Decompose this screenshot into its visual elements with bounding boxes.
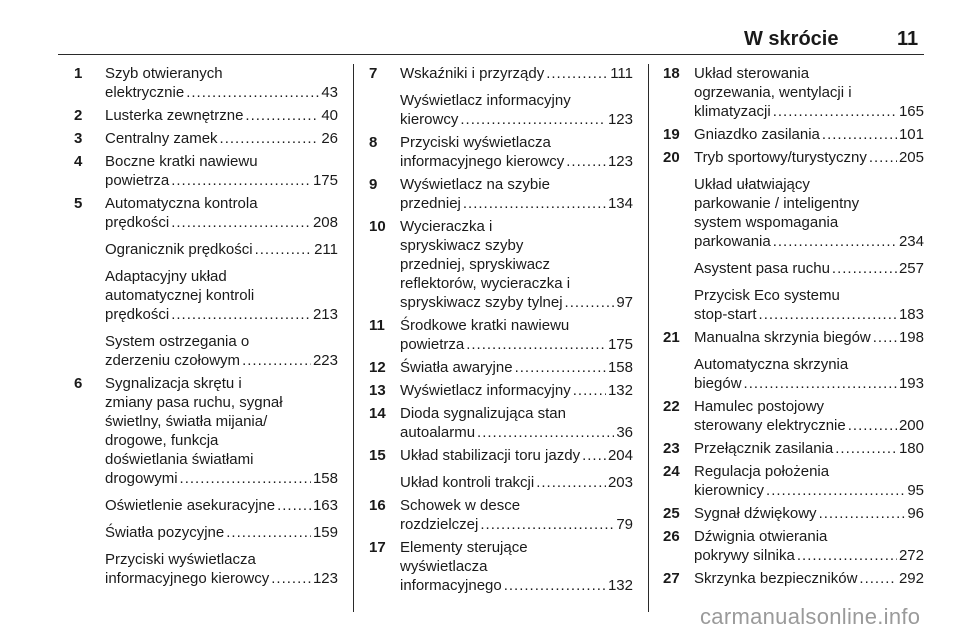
- entry-text: Sygnalizacja skrętu i: [105, 375, 242, 392]
- entry-text: parkowania: [694, 233, 771, 250]
- entry-text: doświetlania światłami: [105, 451, 254, 468]
- entry-text: Sygnał dźwiękowy: [694, 505, 817, 522]
- toc-entry: [663, 439, 924, 458]
- entry-last-line: [694, 439, 924, 458]
- item-number: 12: [369, 359, 386, 376]
- entry-last-line: [105, 240, 338, 259]
- entry-last-line: [694, 481, 924, 500]
- toc-entry: [369, 538, 633, 595]
- entry-text: prędkości: [105, 306, 170, 323]
- entry-last-line: [105, 569, 338, 588]
- page-ref: 163: [312, 497, 338, 514]
- entry-last-line: [105, 305, 338, 324]
- dot-leader: [463, 194, 606, 213]
- toc-column-1: [74, 64, 338, 592]
- item-number: 27: [663, 570, 680, 587]
- dot-leader: [480, 515, 614, 534]
- page-ref: 234: [898, 233, 924, 250]
- column-divider: [353, 64, 354, 612]
- page-ref: 43: [321, 84, 338, 101]
- page-ref: 123: [607, 111, 633, 128]
- item-number: 8: [369, 134, 378, 151]
- dot-leader: [220, 129, 320, 148]
- toc-entry: [663, 527, 924, 565]
- entry-text: przedniej: [400, 195, 461, 212]
- entry-last-line: [400, 335, 633, 354]
- entry-text: pokrywy silnika: [694, 547, 795, 564]
- toc-entry: [663, 64, 924, 121]
- entry-text: Manualna skrzynia biegów: [694, 329, 871, 346]
- entry-last-line: [400, 293, 633, 312]
- entry-text: spryskiwacz szyby: [400, 237, 524, 254]
- entry-text: informacyjnego: [400, 577, 502, 594]
- dot-leader: [759, 305, 897, 324]
- toc-entry: [663, 569, 924, 588]
- entry-text: system wspomagania: [694, 214, 839, 231]
- toc-entry: [74, 64, 338, 102]
- dot-leader: [171, 213, 311, 232]
- toc-entry: [369, 316, 633, 354]
- entry-text: Wskaźniki i przyrządy: [400, 65, 545, 82]
- item-number: 3: [74, 130, 83, 147]
- entry-last-line: [400, 446, 633, 465]
- entry-last-line: [694, 148, 924, 167]
- toc-entry: [369, 496, 633, 534]
- entry-last-line: [105, 171, 338, 190]
- entry-text: Oświetlenie asekuracyjne: [105, 497, 276, 514]
- page-ref: 200: [898, 417, 924, 434]
- toc-entry: [369, 404, 633, 442]
- toc-entry: [74, 106, 338, 125]
- dot-leader: [797, 546, 897, 565]
- page-ref: 165: [898, 103, 924, 120]
- entry-text: Światła awaryjne: [400, 359, 513, 376]
- page-ref: 205: [898, 149, 924, 166]
- entry-last-line: [105, 496, 338, 515]
- dot-leader: [504, 576, 606, 595]
- dot-leader: [536, 473, 606, 492]
- toc-entry: [74, 332, 338, 370]
- toc-entry: [369, 64, 633, 83]
- entry-text: rozdzielczej: [400, 516, 479, 533]
- entry-last-line: [694, 374, 924, 393]
- page-ref: 183: [898, 306, 924, 323]
- dot-leader: [180, 469, 311, 488]
- page-ref: 193: [898, 375, 924, 392]
- item-number: 19: [663, 126, 680, 143]
- page-ref: 223: [312, 352, 338, 369]
- toc-entry: [663, 259, 924, 278]
- page-ref: 198: [898, 329, 924, 346]
- toc-entry: [74, 550, 338, 588]
- entry-text: Światła pozycyjne: [105, 524, 225, 541]
- page-ref: 132: [607, 577, 633, 594]
- item-number: 7: [369, 65, 378, 82]
- dot-leader: [565, 293, 615, 312]
- entry-text: Ogranicznik prędkości: [105, 241, 253, 258]
- entry-text: Schowek w desce: [400, 497, 521, 514]
- item-number: 20: [663, 149, 680, 166]
- entry-text: System ostrzegania o: [105, 333, 250, 350]
- dot-leader: [773, 232, 897, 251]
- entry-last-line: [400, 576, 633, 595]
- toc-entry: [663, 397, 924, 435]
- entry-last-line: [400, 358, 633, 377]
- item-number: 1: [74, 65, 83, 82]
- toc-entry: [369, 217, 633, 312]
- entry-last-line: [105, 106, 338, 125]
- entry-text: Elementy sterujące: [400, 539, 528, 556]
- page-ref: 175: [607, 336, 633, 353]
- item-number: 17: [369, 539, 386, 556]
- dot-leader: [869, 148, 897, 167]
- dot-leader: [255, 240, 313, 259]
- entry-text: parkowanie / inteligentny: [694, 195, 860, 212]
- page-ref: 180: [898, 440, 924, 457]
- entry-text: świetlny, światła mijania/: [105, 413, 268, 430]
- entry-last-line: [105, 83, 338, 102]
- entry-text: Układ sterowania: [694, 65, 810, 82]
- item-number: 18: [663, 65, 680, 82]
- page-ref: 203: [607, 474, 633, 491]
- dot-leader: [848, 416, 897, 435]
- entry-text: Układ kontroli trakcji: [400, 474, 535, 491]
- entry-text: autoalarmu: [400, 424, 476, 441]
- entry-text: Układ stabilizacji toru jazdy: [400, 447, 581, 464]
- dot-leader: [466, 335, 606, 354]
- dot-leader: [242, 351, 311, 370]
- entry-text: Szyb otwieranych: [105, 65, 223, 82]
- item-number: 26: [663, 528, 680, 545]
- page-ref: 26: [321, 130, 338, 147]
- entry-last-line: [694, 102, 924, 121]
- entry-text: informacyjnego kierowcy: [400, 153, 565, 170]
- toc-entry: [663, 125, 924, 144]
- entry-text: zmiany pasa ruchu, sygnał: [105, 394, 283, 411]
- dot-leader: [546, 64, 608, 83]
- page-ref: 79: [616, 516, 633, 533]
- item-number: 13: [369, 382, 386, 399]
- toc-entry: [369, 381, 633, 400]
- entry-text: stop-start: [694, 306, 757, 323]
- entry-last-line: [400, 423, 633, 442]
- entry-text: Wyświetlacz informacyjny: [400, 92, 571, 109]
- item-number: 10: [369, 218, 386, 235]
- entry-text: Wyświetlacz informacyjny: [400, 382, 571, 399]
- entry-last-line: [105, 351, 338, 370]
- dot-leader: [515, 358, 606, 377]
- entry-text: Przełącznik zasilania: [694, 440, 834, 457]
- entry-text: kierowcy: [400, 111, 459, 128]
- entry-text: biegów: [694, 375, 742, 392]
- entry-text: wyświetlacza: [400, 558, 488, 575]
- item-number: 4: [74, 153, 83, 170]
- page-ref: 134: [607, 195, 633, 212]
- toc-entry: [74, 496, 338, 515]
- entry-text: przedniej, spryskiwacz: [400, 256, 551, 273]
- entry-text: Dźwignia otwierania: [694, 528, 828, 545]
- entry-text: Automatyczna skrzynia: [694, 356, 849, 373]
- entry-text: Przycisk Eco systemu: [694, 287, 840, 304]
- entry-last-line: [105, 213, 338, 232]
- entry-last-line: [694, 504, 924, 523]
- item-number: 14: [369, 405, 386, 422]
- dot-leader: [460, 110, 606, 129]
- toc-entry: [663, 355, 924, 393]
- page-ref: 292: [898, 570, 924, 587]
- entry-text: Adaptacyjny układ: [105, 268, 227, 285]
- entry-last-line: [694, 328, 924, 347]
- entry-text: automatycznej kontroli: [105, 287, 255, 304]
- entry-text: informacyjnego kierowcy: [105, 570, 270, 587]
- entry-text: ogrzewania, wentylacji i: [694, 84, 852, 101]
- entry-text: elektrycznie: [105, 84, 185, 101]
- entry-last-line: [105, 129, 338, 148]
- entry-text: Asystent pasa ruchu: [694, 260, 830, 277]
- toc-entry: [369, 473, 633, 492]
- item-number: 21: [663, 329, 680, 346]
- dot-leader: [186, 83, 319, 102]
- toc-entry: [369, 133, 633, 171]
- page-ref: 204: [607, 447, 633, 464]
- toc-entry: [663, 148, 924, 167]
- dot-leader: [859, 569, 897, 588]
- dot-leader: [245, 106, 319, 125]
- entry-last-line: [694, 232, 924, 251]
- entry-text: spryskiwacz szyby tylnej: [400, 294, 563, 311]
- entry-text: Przyciski wyświetlacza: [105, 551, 256, 568]
- page-ref: 159: [312, 524, 338, 541]
- item-number: 24: [663, 463, 680, 480]
- dot-leader: [873, 328, 897, 347]
- page-ref: 158: [607, 359, 633, 376]
- toc-entry: [663, 286, 924, 324]
- page-number: 11: [897, 28, 919, 50]
- page-ref: 95: [907, 482, 924, 499]
- entry-last-line: [694, 416, 924, 435]
- toc-entry: [663, 175, 924, 251]
- dot-leader: [226, 523, 311, 542]
- entry-text: Boczne kratki nawiewu: [105, 153, 258, 170]
- section-title: W skrócie: [744, 28, 839, 50]
- entry-last-line: [694, 125, 924, 144]
- entry-text: powietrza: [105, 172, 170, 189]
- entry-text: Dioda sygnalizująca stan: [400, 405, 566, 422]
- item-number: 5: [74, 195, 83, 212]
- entry-text: Centralny zamek: [105, 130, 218, 147]
- dot-leader: [819, 504, 906, 523]
- dot-leader: [582, 446, 606, 465]
- toc-entry: [369, 175, 633, 213]
- toc-entry: [369, 446, 633, 465]
- entry-last-line: [400, 473, 633, 492]
- item-number: 2: [74, 107, 83, 124]
- dot-leader: [477, 423, 614, 442]
- dot-leader: [822, 125, 897, 144]
- entry-text: drogowymi: [105, 470, 178, 487]
- entry-last-line: [105, 523, 338, 542]
- watermark: carmanualsonline.info: [700, 604, 921, 629]
- page-ref: 36: [616, 424, 633, 441]
- toc-column-3: [663, 64, 924, 592]
- toc-entry: [74, 152, 338, 190]
- page-ref: 123: [312, 570, 338, 587]
- page-ref: 111: [610, 65, 633, 82]
- entry-last-line: [694, 546, 924, 565]
- page-ref: 175: [312, 172, 338, 189]
- page-ref: 101: [898, 126, 924, 143]
- entry-text: Tryb sportowy/turystyczny: [694, 149, 867, 166]
- item-number: 22: [663, 398, 680, 415]
- page-ref: 272: [898, 547, 924, 564]
- page-ref: 257: [898, 260, 924, 277]
- entry-text: kierownicy: [694, 482, 765, 499]
- page-ref: 213: [312, 306, 338, 323]
- entry-last-line: [400, 152, 633, 171]
- toc-entry: [369, 91, 633, 129]
- page-ref: 158: [312, 470, 338, 487]
- entry-last-line: [400, 381, 633, 400]
- entry-last-line: [105, 469, 338, 488]
- toc-entry: [74, 267, 338, 324]
- dot-leader: [835, 439, 897, 458]
- header-rule: [58, 54, 924, 55]
- item-number: 16: [369, 497, 386, 514]
- page-header: [0, 0, 960, 56]
- entry-text: Regulacja położenia: [694, 463, 830, 480]
- entry-text: Automatyczna kontrola: [105, 195, 258, 212]
- entry-text: Lusterka zewnętrzne: [105, 107, 244, 124]
- toc-column-2: [369, 64, 633, 599]
- entry-text: Wycieraczka i: [400, 218, 493, 235]
- entry-text: Środkowe kratki nawiewu: [400, 317, 570, 334]
- column-divider: [648, 64, 649, 612]
- item-number: 9: [369, 176, 378, 193]
- dot-leader: [171, 305, 311, 324]
- entry-last-line: [694, 569, 924, 588]
- dot-leader: [766, 481, 905, 500]
- toc-entry: [74, 523, 338, 542]
- toc-entry: [74, 194, 338, 232]
- entry-text: sterowany elektrycznie: [694, 417, 846, 434]
- dot-leader: [773, 102, 897, 121]
- entry-last-line: [694, 259, 924, 278]
- dot-leader: [277, 496, 311, 515]
- item-number: 15: [369, 447, 386, 464]
- entry-text: Przyciski wyświetlacza: [400, 134, 551, 151]
- toc-entry: [663, 462, 924, 500]
- dot-leader: [566, 152, 606, 171]
- page-ref: 211: [314, 241, 338, 258]
- page-ref: 40: [321, 107, 338, 124]
- entry-text: prędkości: [105, 214, 170, 231]
- toc-entry: [369, 358, 633, 377]
- entry-text: powietrza: [400, 336, 465, 353]
- dot-leader: [744, 374, 897, 393]
- item-number: 25: [663, 505, 680, 522]
- item-number: 23: [663, 440, 680, 457]
- dot-leader: [573, 381, 606, 400]
- entry-last-line: [400, 515, 633, 534]
- item-number: 11: [369, 317, 385, 334]
- toc-entry: [663, 328, 924, 347]
- page-ref: 96: [907, 505, 924, 522]
- toc-entry: [74, 240, 338, 259]
- entry-text: Układ ułatwiający: [694, 176, 810, 193]
- page-ref: 97: [616, 294, 633, 311]
- entry-text: Skrzynka bezpieczników: [694, 570, 858, 587]
- dot-leader: [171, 171, 311, 190]
- entry-text: reflektorów, wycieraczka i: [400, 275, 571, 292]
- item-number: 6: [74, 375, 83, 392]
- dot-leader: [832, 259, 897, 278]
- entry-text: drogowe, funkcja: [105, 432, 219, 449]
- entry-text: klimatyzacji: [694, 103, 771, 120]
- entry-last-line: [400, 64, 633, 83]
- entry-last-line: [400, 110, 633, 129]
- page-ref: 132: [607, 382, 633, 399]
- dot-leader: [271, 569, 311, 588]
- entry-text: Wyświetlacz na szybie: [400, 176, 550, 193]
- entry-last-line: [694, 305, 924, 324]
- entry-text: Gniazdko zasilania: [694, 126, 820, 143]
- entry-text: zderzeniu czołowym: [105, 352, 241, 369]
- page-ref: 208: [312, 214, 338, 231]
- page-ref: 123: [607, 153, 633, 170]
- toc-entry: [74, 374, 338, 488]
- toc-entry: [663, 504, 924, 523]
- entry-last-line: [400, 194, 633, 213]
- toc-entry: [74, 129, 338, 148]
- entry-text: Hamulec postojowy: [694, 398, 825, 415]
